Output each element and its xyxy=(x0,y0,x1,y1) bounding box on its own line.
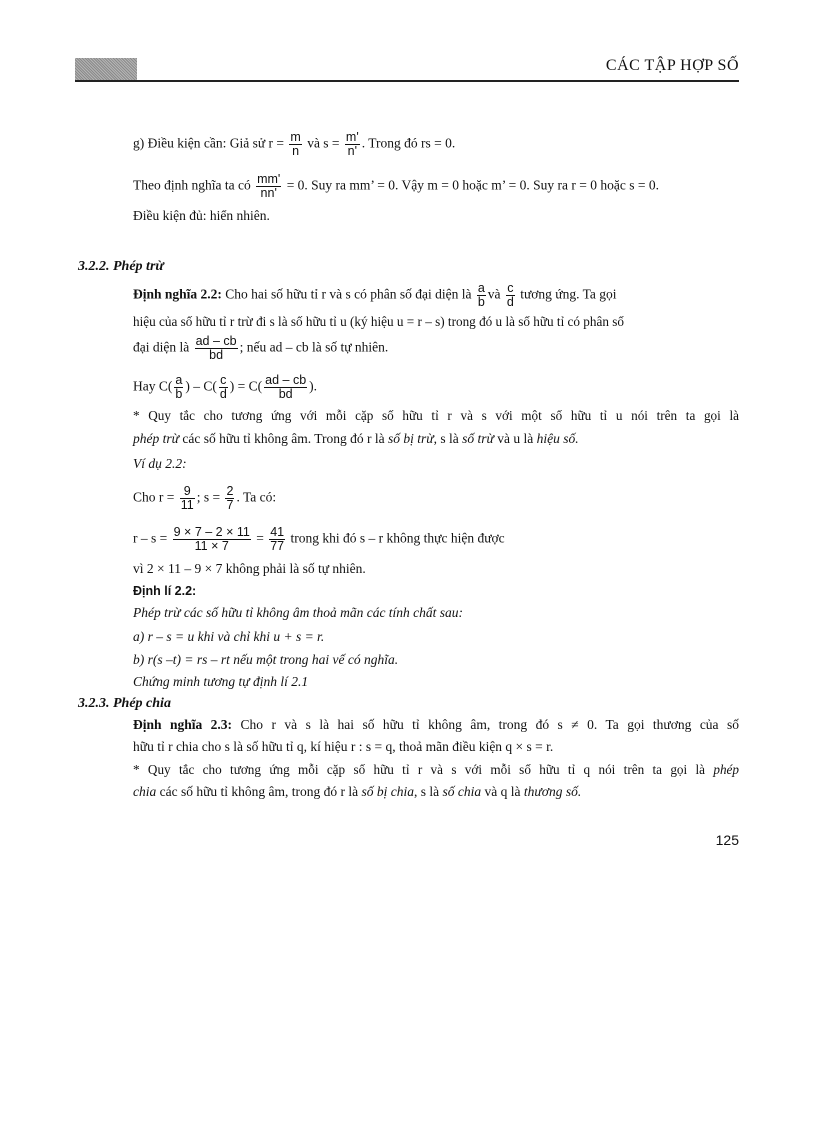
section-heading-subtraction: 3.2.2. Phép trừ xyxy=(78,259,164,274)
definition-2-2-line1: Định nghĩa 2.2: Cho hai số hữu tỉ r và s có phân số đại diện là $\frac{a}{b}$ và $\frac{c}{d}$ tương ứng. Ta gọi xyxy=(133,281,617,309)
subtraction-rule-line1: * Quy tắc cho tương ứng với mỗi cặp số hữu tỉ r và s với một số hữu tỉ u nói trên ta gọi là xyxy=(133,408,739,423)
definition-2-3-line2: hữu tỉ r chia cho s là số hữu tỉ q, kí hiệu r : s = q, thoả mãn điều kiện q × s = r. xyxy=(133,739,554,754)
theorem-2-2-label: Định lí 2.2: xyxy=(133,584,197,598)
fraction-adcb-bd: $\frac{ad - cb}{bd}$ xyxy=(195,334,237,362)
fraction-41-77: $\frac{41}{77}$ xyxy=(270,525,285,553)
fraction-calculation: $\frac{9 \times 7 - 2 \times 11}{11 \times 7}$ xyxy=(173,525,250,553)
running-header: CÁC TẬP HỢP SỐ xyxy=(605,57,739,74)
page-number: 125 xyxy=(715,832,739,848)
fraction-a-b: $\frac{a}{b}$ xyxy=(477,281,485,309)
division-rule-line1: * Quy tắc cho tương ứng mỗi cặp số hữu tỉ r và s với mỗi số hữu tỉ q nói trên ta gọi là phép xyxy=(133,762,739,777)
section-heading-division: 3.2.3. Phép chia xyxy=(78,696,171,711)
fraction-adcb-bd: $\frac{ad - cb}{bd}$ xyxy=(265,373,307,401)
fraction-m-n: $\frac{m}{n}$ xyxy=(290,130,301,158)
fraction-2-7: $\frac{2}{7}$ xyxy=(226,484,234,512)
fraction-c-d: $\frac{c}{d}$ xyxy=(506,281,514,309)
sufficient-condition: Điều kiện đủ: hiển nhiên. xyxy=(133,208,270,223)
theorem-2-2-statement: Phép trừ các số hữu tỉ không âm thoả mãn các tính chất sau: xyxy=(133,605,464,620)
fraction-mm-nn: $\frac{mm'}{nn'}$ xyxy=(257,172,281,200)
definition-2-3-line1: Định nghĩa 2.3: Cho r và s là hai số hữu tỉ không âm, trong đó s ≠ 0. Ta gọi thương của số xyxy=(133,717,740,732)
theorem-2-2-b: b) r(s –t) = rs – rt nếu một trong hai vế có nghĩa. xyxy=(133,652,399,667)
g-condition-line: g) Điều kiện cần: Giả sử r = $\frac{m}{n}$ và s = $\frac{m'}{n'}$ . Trong đó rs = 0. xyxy=(133,130,456,158)
example-label: Ví dụ 2.2: xyxy=(133,456,187,471)
hay-formula: Hay C( $\frac{a}{b}$ ) – C( $\frac{c}{d}$ ) = C( $\frac{ad - cb}{bd}$ ). xyxy=(133,373,318,401)
division-rule-line2: chia các số hữu tỉ không âm, trong đó r là số bị chia, s là số chia và q là thương số. xyxy=(133,784,582,799)
theorem-2-2-proof: Chứng minh tương tự định lí 2.1 xyxy=(133,674,309,689)
example-reason: vì 2 × 11 – 9 × 7 không phải là số tự nhiên. xyxy=(133,561,366,576)
subtraction-rule-line2: phép trừ các số hữu tỉ không âm. Trong đó r là số bị trừ, s là số trừ và u là hiệu số. xyxy=(133,431,579,446)
fraction-a-b: $\frac{a}{b}$ xyxy=(175,373,183,401)
fraction-c-d: $\frac{c}{d}$ xyxy=(219,373,227,401)
example-given: Cho r = $\frac{9}{11}$ ; s = $\frac{2}{7}$ . Ta có: xyxy=(133,484,277,512)
theorem-2-2-a: a) r – s = u khi và chỉ khi u + s = r. xyxy=(133,629,325,644)
definition-2-2-line2: hiệu của số hữu tỉ r trừ đi s là số hữu tỉ u (ký hiệu u = r – s) trong đó u là số hữu tỉ có phân số xyxy=(133,314,624,329)
header-decoration xyxy=(75,58,137,80)
fraction-m-prime: $\frac{m'}{n'}$ xyxy=(345,130,359,158)
definition-follow-line: Theo định nghĩa ta có $\frac{mm'}{nn'}$ = 0. Suy ra mm’ = 0. Vậy m = 0 hoặc m’ = 0. Suy ra r = 0 hoặc s = 0. xyxy=(133,172,659,200)
example-calculation: r – s = $\frac{9 \times 7 - 2 \times 11}{11 \times 7}$ = $\frac{41}{77}$ trong khi đó s – r không thực hiện được xyxy=(133,525,505,553)
fraction-9-11: $\frac{9}{11}$ xyxy=(180,484,194,512)
definition-2-2-line3: đại diện là $\frac{ad - cb}{bd}$ ; nếu ad – cb là số tự nhiên. xyxy=(133,334,389,362)
header-rule xyxy=(75,80,739,82)
